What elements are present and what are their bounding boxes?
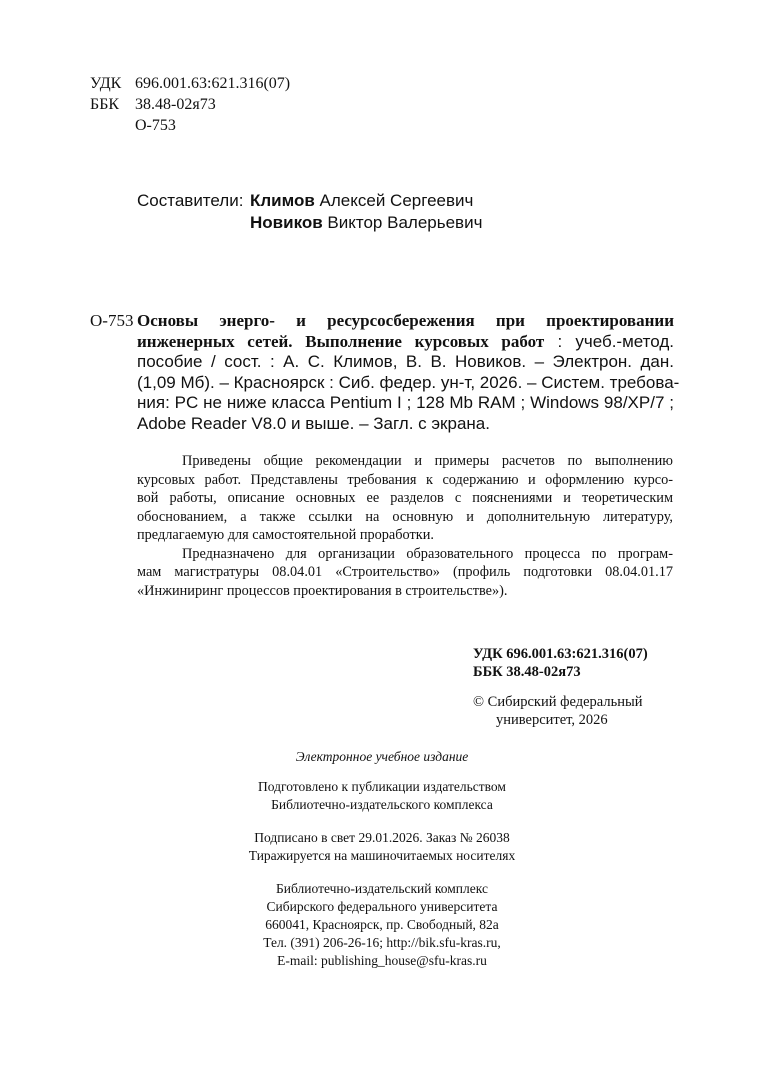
- bbk-label: ББК: [90, 96, 120, 113]
- index-block: [90, 73, 290, 136]
- compiler-given-names: Виктор Валерьевич: [322, 213, 483, 232]
- bbk-row: [90, 94, 290, 115]
- compiler-row: [137, 190, 482, 212]
- compilers-block: [137, 190, 482, 234]
- author-mark: О-753: [135, 117, 176, 134]
- bib-line: Adobe Reader V8.0 и выше. – Загл. с экрана.: [137, 413, 490, 433]
- abstract-line: вой работы, описание основных ее разделов с пояснениями и теоретическим: [137, 490, 673, 506]
- copyright-line: © Сибирский федеральный: [473, 694, 643, 710]
- bib-line: пособие / сост. : А. С. Климов, В. В. Новиков. – Электрон. дан.: [137, 352, 674, 371]
- udk-label: УДК: [90, 75, 122, 92]
- copyright-line: университет, 2026: [496, 712, 608, 728]
- compilers-label: Составители:: [137, 191, 244, 210]
- imprint-line: Тел. (391) 206-26-16; http://bik.sfu-kras.ru,: [263, 935, 501, 950]
- abstract: [137, 452, 673, 600]
- imprint-line: Подготовлено к публикации издательством: [258, 779, 506, 794]
- publisher-note: [0, 778, 764, 814]
- imprint-line: Тиражируется на машиночитаемых носителях: [248, 848, 516, 863]
- compiler-given-names: Алексей Сергеевич: [314, 191, 474, 210]
- classification-udk: УДК 696.001.63:621.316(07): [473, 646, 648, 662]
- imprint-line: Библиотечно-издательский комплекс: [276, 881, 488, 896]
- classification-block: [473, 645, 648, 681]
- imprint-line: 660041, Красноярск, пр. Свободный, 82а: [265, 917, 499, 932]
- release-info: [0, 829, 764, 865]
- imprint-line: E-mail: publishing_house@sfu-kras.ru: [277, 953, 487, 968]
- bib-title-line: инженерных сетей. Выполнение курсовых работ : учеб.-метод.: [137, 331, 674, 351]
- imprint-line: Подписано в свет 29.01.2026. Заказ № 26038: [254, 830, 510, 845]
- bib-line: ния: PC не ниже класса Pentium I ; 128 Mb RAM ; Windows 98/XP/7 ;: [137, 393, 674, 412]
- compiler-row: [137, 212, 482, 234]
- udk-value: 696.001.63:621.316(07): [135, 75, 291, 92]
- bibliographic-entry: [137, 311, 680, 434]
- compiler-name: [250, 212, 482, 234]
- bib-code: О-753: [90, 311, 134, 330]
- publisher-address: [0, 880, 764, 970]
- compiler-surname: Новиков: [250, 213, 323, 232]
- copyright-block: [473, 693, 642, 729]
- bib-title-line: Основы энерго- и ресурсосбережения при проектировании: [137, 311, 674, 330]
- classification-bbk: ББК 38.48-02я73: [473, 664, 581, 680]
- abstract-line: Предназначено для организации образовательного процесса по програм-: [182, 545, 673, 562]
- bib-line: (1,09 Мб). – Красноярск : Сиб. федер. ун-т, 2026. – Систем. требова-: [137, 372, 680, 392]
- abstract-line: Приведены общие рекомендации и примеры расчетов по выполнению: [182, 453, 673, 469]
- imprint-line: Сибирского федерального университета: [266, 899, 498, 914]
- bbk-value: 38.48-02я73: [135, 96, 216, 113]
- edition-type: Электронное учебное издание: [295, 749, 469, 764]
- abstract-line: курсовых работ. Представлены требования к содержанию и оформлению курсо-: [137, 471, 673, 488]
- abstract-line: «Инжиниринг процессов проектирования в строительстве»).: [137, 582, 508, 599]
- compiler-name: [250, 190, 473, 212]
- abstract-line: обоснованием, а также ссылки на основную и дополнительную литературу,: [137, 508, 673, 525]
- imprint-line: Библиотечно-издательского комплекса: [271, 797, 493, 812]
- abstract-line: мам магистратуры 08.04.01 «Строительство» (профиль подготовки 08.04.01.17: [137, 564, 673, 580]
- compiler-surname: Климов: [250, 191, 315, 210]
- udk-row: [90, 73, 290, 94]
- abstract-line: предлагаемую для самостоятельной проработки.: [137, 527, 434, 543]
